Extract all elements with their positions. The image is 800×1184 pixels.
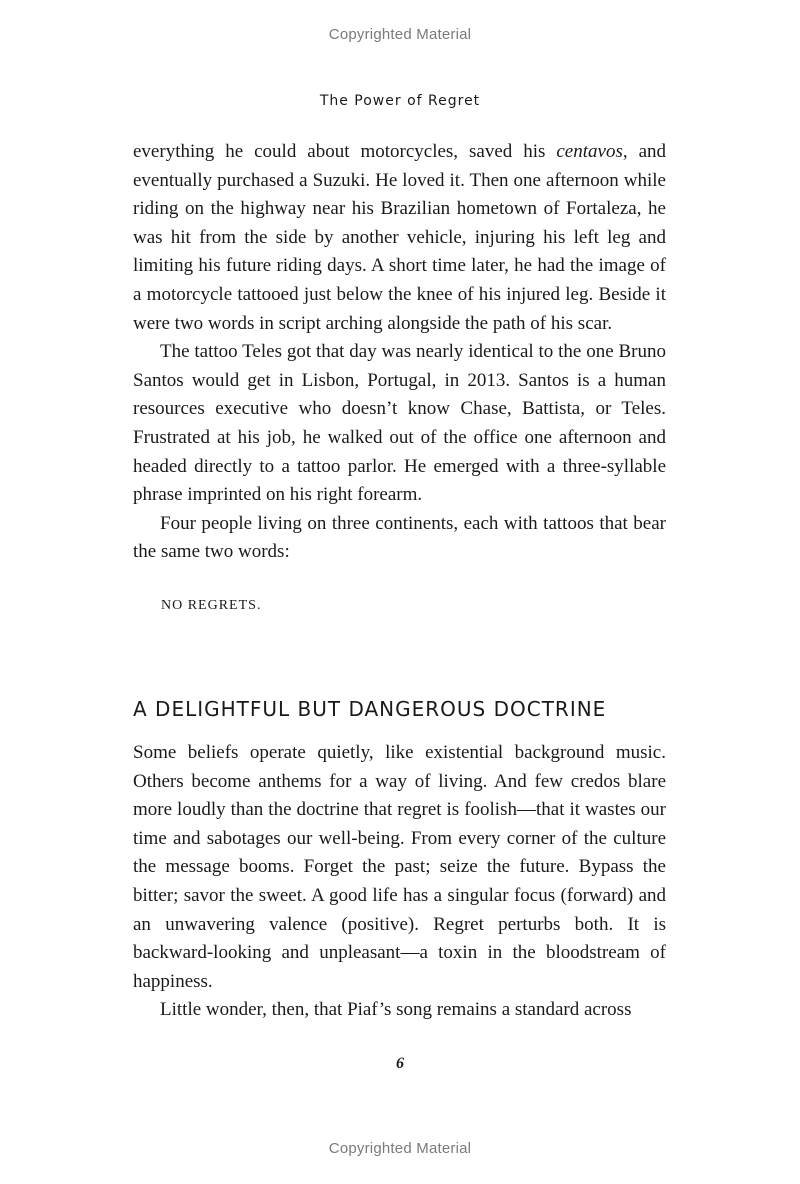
body-text-section-2 bbox=[133, 739, 666, 1025]
paragraph-piaf: Little wonder, then, that Piaf’s song remains a standard across bbox=[160, 999, 632, 1021]
body-text-section-1 bbox=[133, 138, 666, 567]
paragraph-motorcycle: everything he could about motorcycles, saved his centavos, and eventually purchased a Suzuki. He loved it. Then one afternoon while riding on the highway near his Brazilian hometown of Fortaleza, he was hit from the side by another vehicle, injuring his left leg and limiting his future riding days. A short time later, he had the image of a motorcycle tattooed just below the knee of his injured leg. Beside it were two words in script arching alongside the path of his scar. bbox=[133, 141, 667, 334]
paragraph-santos: The tattoo Teles got that day was nearly identical to the one Bruno Santos would get in Lisbon, Portugal, in 2013. Santos is a human resources executive who doesn’t know Chase, Battista, or Teles. Frustrated at his job, he walked out of the office one afternoon and headed directly to a tattoo parlor. He emerged with a three-syllable phrase imprinted on his right forearm. bbox=[133, 341, 666, 506]
paragraph-four-people: Four people living on three continents, each with tattoos that bear the same two words: bbox=[133, 512, 666, 563]
no-regrets-phrase: NO REGRETS. bbox=[161, 598, 262, 613]
copyright-watermark-top: Copyrighted Material bbox=[328, 26, 472, 43]
page-number: 6 bbox=[396, 1055, 404, 1072]
section-heading: A DELIGHTFUL BUT DANGEROUS DOCTRINE bbox=[133, 697, 607, 721]
paragraph-doctrine: Some beliefs operate quietly, like existential background music. Others become anthems for a way of living. And few credos blare more loudly than the doctrine that regret is foolish—that it wastes our time and sabotages our well-being. From every corner of the culture the message booms. Forget the past; seize the future. Bypass the bitter; savor the sweet. A good life has a singular focus (forward) and an unwavering valence (positive). Regret perturbs both. It is backward-looking and unpleasant—a toxin in the bloodstream of happiness. bbox=[133, 742, 666, 992]
running-head: The Power of Regret bbox=[319, 93, 481, 109]
copyright-watermark-bottom: Copyrighted Material bbox=[328, 1140, 472, 1157]
italic-word: centavos bbox=[556, 141, 623, 162]
